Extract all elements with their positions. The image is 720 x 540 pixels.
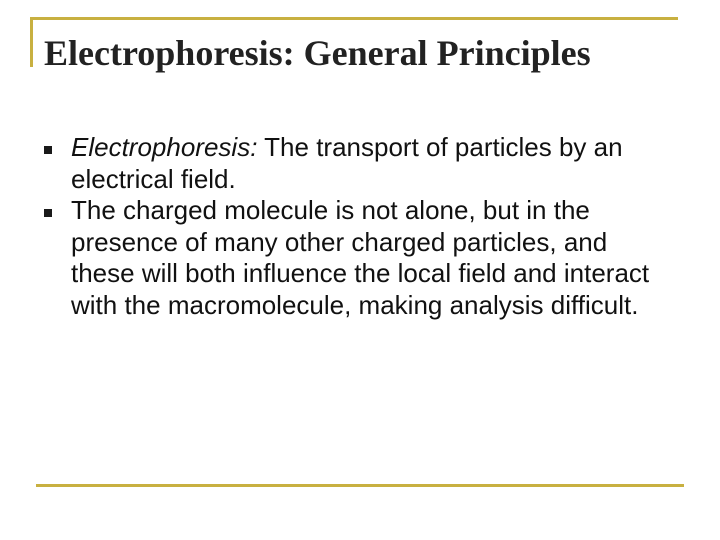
slide-title: Electrophoresis: General Principles bbox=[44, 33, 591, 73]
square-bullet-icon bbox=[44, 209, 52, 217]
square-bullet-icon bbox=[44, 146, 52, 154]
bullet-item bbox=[44, 132, 674, 195]
bullet-term: Electrophoresis: bbox=[71, 132, 258, 162]
bullet-text: The transport of particles by an electrical field. bbox=[71, 132, 623, 194]
bullet-list bbox=[44, 132, 674, 321]
frame-top-rule bbox=[30, 17, 678, 20]
bullet-item bbox=[44, 195, 674, 321]
bullet-text: The charged molecule is not alone, but in the presence of many other charged particles, and these will both influence the local field and interact with the macromolecule, making analysis difficult. bbox=[71, 195, 650, 320]
frame-left-rule bbox=[30, 17, 33, 67]
frame-bottom-rule bbox=[36, 484, 684, 487]
